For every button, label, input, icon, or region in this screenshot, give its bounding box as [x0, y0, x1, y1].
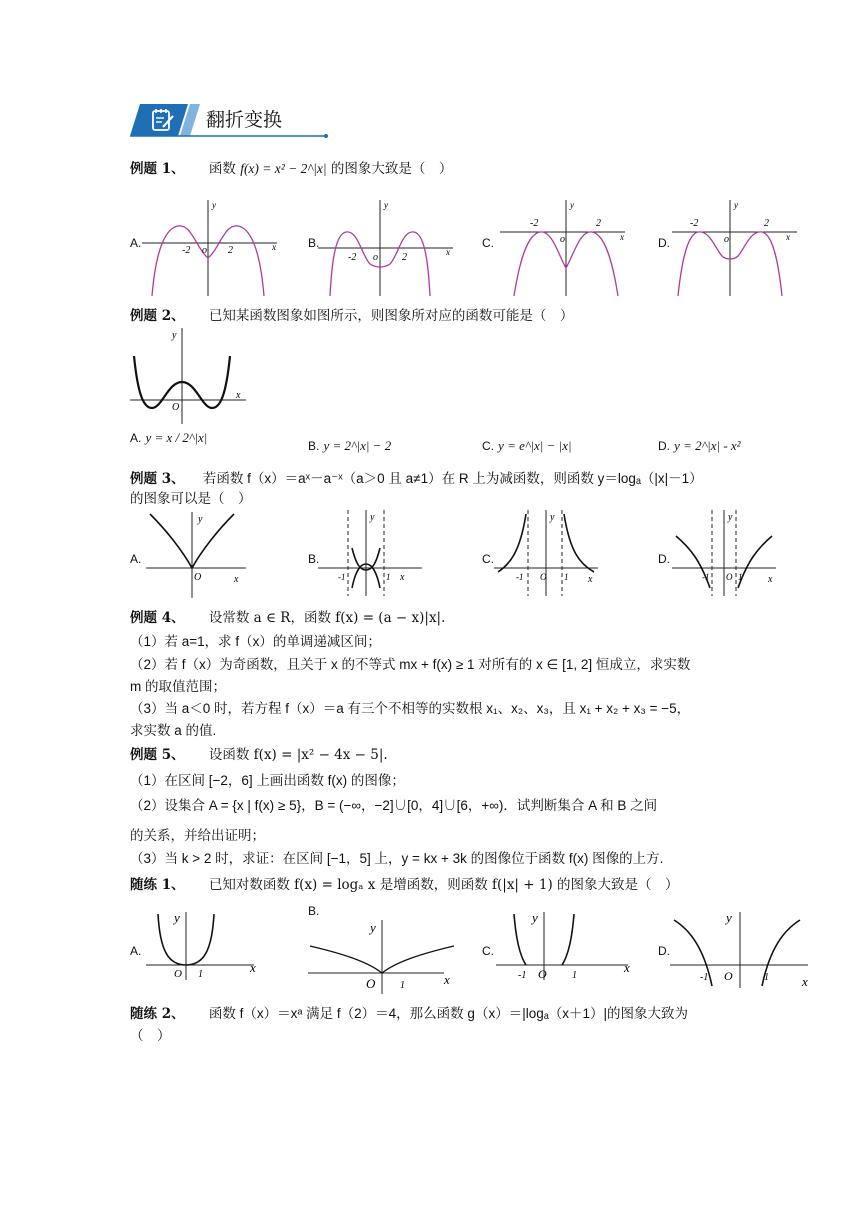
ex5-part-2: （2）设集合 A = {x | f(x) ≥ 5}，B = (−∞，−2]∪[0，4]∪[6，+∞)．试判断集合 A 和 B 之间 — [130, 798, 658, 813]
svg-text:y: y — [728, 512, 733, 523]
option-formula: y = 2^|x| - x² — [674, 438, 741, 453]
example-label: 例题 1、 — [130, 161, 185, 177]
option-a-label: A. — [130, 552, 142, 566]
option-d-label: D. — [658, 944, 670, 958]
option-d-label: D. — [658, 236, 670, 250]
svg-text:1: 1 — [564, 572, 569, 582]
svg-text:y: y — [532, 910, 538, 925]
practice-label: 随练 1、 — [130, 877, 185, 893]
question-text: 设函数 f(x) = |x² − 4x − 5|. — [208, 747, 388, 763]
svg-text:-1: -1 — [338, 572, 346, 582]
practice-label: 随练 2、 — [130, 1006, 185, 1022]
svg-text:-2: -2 — [182, 245, 191, 256]
question-text: 若函数 f（x）＝aˣ－a⁻ˣ（a＞0 且 a≠1）在 R 上为减函数，则函数 y＝logₐ（|x|－1） — [202, 471, 703, 486]
svg-text:y: y — [570, 200, 574, 210]
svg-text:-1: -1 — [700, 972, 709, 983]
example-label: 例题 2、 — [130, 308, 185, 324]
svg-text:x: x — [236, 390, 241, 401]
option-a-label: A. — [130, 236, 142, 250]
svg-text:O: O — [540, 572, 547, 582]
ex2-option-b: B. y = 2^|x| − 2 — [308, 438, 392, 453]
example-4-question — [130, 609, 445, 627]
ex2-graph — [128, 326, 253, 426]
option-a-label: A. — [130, 944, 142, 958]
ex3-graph-d — [672, 508, 782, 598]
ex4-part-3-cont: 求实数 a 的值. — [130, 723, 217, 738]
example-2-question — [130, 307, 573, 325]
ex1-graph-a — [142, 198, 282, 298]
ex4-part-2: （2）若 f（x）为奇函数，且关于 x 的不等式 mx + f(x) ≥ 1 对所有的 x ∈ [1, 2] 恒成立，求实数 — [130, 657, 691, 672]
example-label: 例题 4、 — [130, 610, 185, 626]
svg-text:O: O — [366, 976, 376, 991]
option-formula: y = x / 2^|x| — [145, 430, 208, 445]
svg-text:x: x — [786, 232, 790, 242]
svg-text:y: y — [174, 910, 180, 925]
svg-text:y: y — [370, 920, 376, 935]
svg-text:O: O — [538, 967, 547, 981]
pr1-graph-c — [496, 910, 641, 982]
question-text: 的图象大致是（ ） — [330, 161, 453, 177]
pr1-graph-d — [670, 910, 820, 990]
svg-text:o: o — [373, 252, 378, 263]
ex5-part-3: （3）当 k > 2 时，求证：在区间 [−1，5] 上，y = kx + 3k 的图像位于函数 f(x) 图像的上方. — [130, 851, 664, 866]
ex4-part-2-cont: m 的取值范围； — [130, 679, 226, 694]
svg-text:O: O — [724, 969, 733, 983]
ex2-option-d: D. y = 2^|x| - x² — [658, 438, 741, 453]
svg-text:1: 1 — [764, 972, 769, 983]
svg-text:y: y — [734, 200, 738, 210]
svg-text:o: o — [724, 234, 729, 245]
svg-text:x: x — [250, 960, 256, 975]
svg-text:O: O — [194, 572, 202, 583]
svg-text:o: o — [202, 245, 207, 256]
svg-text:O: O — [172, 402, 180, 413]
option-b-label: B. — [308, 904, 320, 918]
svg-text:-2: -2 — [690, 218, 699, 229]
ex5-part-2-cont: 的关系，并给出证明； — [130, 828, 265, 843]
svg-text:-1: -1 — [518, 970, 527, 981]
example-5-question — [130, 746, 388, 764]
pr1-graph-a — [142, 910, 267, 982]
svg-text:2: 2 — [596, 218, 601, 229]
example-label: 例题 3、 — [130, 471, 185, 487]
question-text: 函数 — [208, 161, 236, 177]
section-header — [130, 100, 330, 140]
ex2-option-a: A. y = x / 2^|x| — [130, 430, 208, 445]
option-c-label: C. — [482, 236, 494, 250]
svg-text:y: y — [384, 200, 388, 210]
ex3-graph-c — [494, 508, 604, 598]
practice-2-question — [130, 1005, 688, 1023]
section-title: 翻折变换 — [206, 109, 283, 131]
ex1-graph-c — [500, 198, 630, 298]
practice-2-question-cont: （ ） — [130, 1028, 171, 1043]
ex3-graph-a — [146, 510, 256, 600]
svg-text:O: O — [174, 968, 182, 980]
svg-text:x: x — [768, 574, 773, 585]
svg-text:-1: -1 — [702, 572, 710, 582]
option-formula: y = 2^|x| − 2 — [323, 438, 392, 453]
question-text: 函数 f（x）＝xᵃ 满足 f（2）＝4，那么函数 g（x）＝|logₐ（x＋1）|的图象大致为 — [208, 1006, 689, 1021]
option-b-label: B. — [308, 552, 320, 566]
ex1-graph-d — [672, 198, 802, 298]
svg-text:O: O — [726, 572, 733, 582]
ex1-graph-b — [318, 198, 458, 298]
svg-text:1: 1 — [400, 980, 405, 991]
svg-text:x: x — [802, 974, 808, 989]
svg-text:y: y — [726, 910, 732, 925]
formula: f(x) = x² − 2^|x| — [240, 161, 327, 176]
svg-text:o: o — [560, 234, 565, 245]
svg-text:2: 2 — [228, 245, 233, 256]
practice-1-question — [130, 876, 679, 894]
svg-text:1: 1 — [572, 970, 577, 981]
example-label: 例题 5、 — [130, 747, 185, 763]
pr1-graph-b — [304, 918, 464, 996]
svg-text:1: 1 — [198, 969, 203, 980]
question-text: 已知对数函数 f(x) = logₐ x 是增函数，则函数 f(|x| + 1) 的图象大致是（ ） — [208, 877, 679, 893]
svg-text:2: 2 — [764, 218, 769, 229]
svg-text:y: y — [212, 200, 216, 210]
svg-text:-2: -2 — [530, 218, 539, 229]
example-1-question — [130, 160, 452, 178]
svg-text:y: y — [370, 512, 375, 523]
ex4-part-3: （3）当 a＜0 时，若方程 f（x）＝a 有三个不相等的实数根 x₁、x₂、x₃，且 x₁ + x₂ + x₃ = −5， — [130, 701, 691, 716]
ex4-part-1: （1）若 a=1，求 f（x）的单调递减区间； — [130, 634, 381, 649]
svg-text:x: x — [400, 572, 405, 583]
svg-text:-2: -2 — [348, 252, 357, 263]
svg-text:x: x — [620, 232, 624, 242]
svg-text:y: y — [550, 512, 555, 523]
svg-text:1: 1 — [738, 572, 743, 582]
example-3-question-cont: 的图象可以是（ ） — [130, 491, 252, 506]
option-c-label: C. — [482, 944, 494, 958]
question-text: 设常数 a ∈ R，函数 f(x) = (a − x)|x|. — [208, 610, 446, 626]
svg-text:y: y — [198, 514, 203, 525]
option-b-label: B. — [308, 236, 320, 250]
option-formula: y = e^|x| − |x| — [498, 438, 572, 453]
svg-text:x: x — [446, 247, 450, 257]
option-d-label: D. — [658, 552, 670, 566]
notepad-pencil-icon — [150, 107, 176, 133]
svg-text:x: x — [588, 574, 593, 585]
ex5-part-1: （1）在区间 [−2，6] 上画出函数 f(x) 的图像； — [130, 773, 405, 788]
example-3-question — [130, 470, 703, 488]
svg-text:y: y — [172, 330, 177, 341]
option-c-label: C. — [482, 552, 494, 566]
question-text: 已知某函数图象如图所示，则图象所对应的函数可能是（ ） — [208, 308, 574, 324]
svg-text:1: 1 — [386, 572, 391, 582]
svg-text:x: x — [444, 972, 450, 987]
svg-text:2: 2 — [402, 252, 407, 263]
svg-text:x: x — [624, 960, 630, 975]
svg-text:x: x — [272, 242, 276, 252]
ex2-option-c: C. y = e^|x| − |x| — [482, 438, 572, 453]
svg-text:-1: -1 — [516, 572, 524, 582]
ex3-graph-b — [318, 508, 428, 598]
svg-text:x: x — [234, 574, 239, 585]
